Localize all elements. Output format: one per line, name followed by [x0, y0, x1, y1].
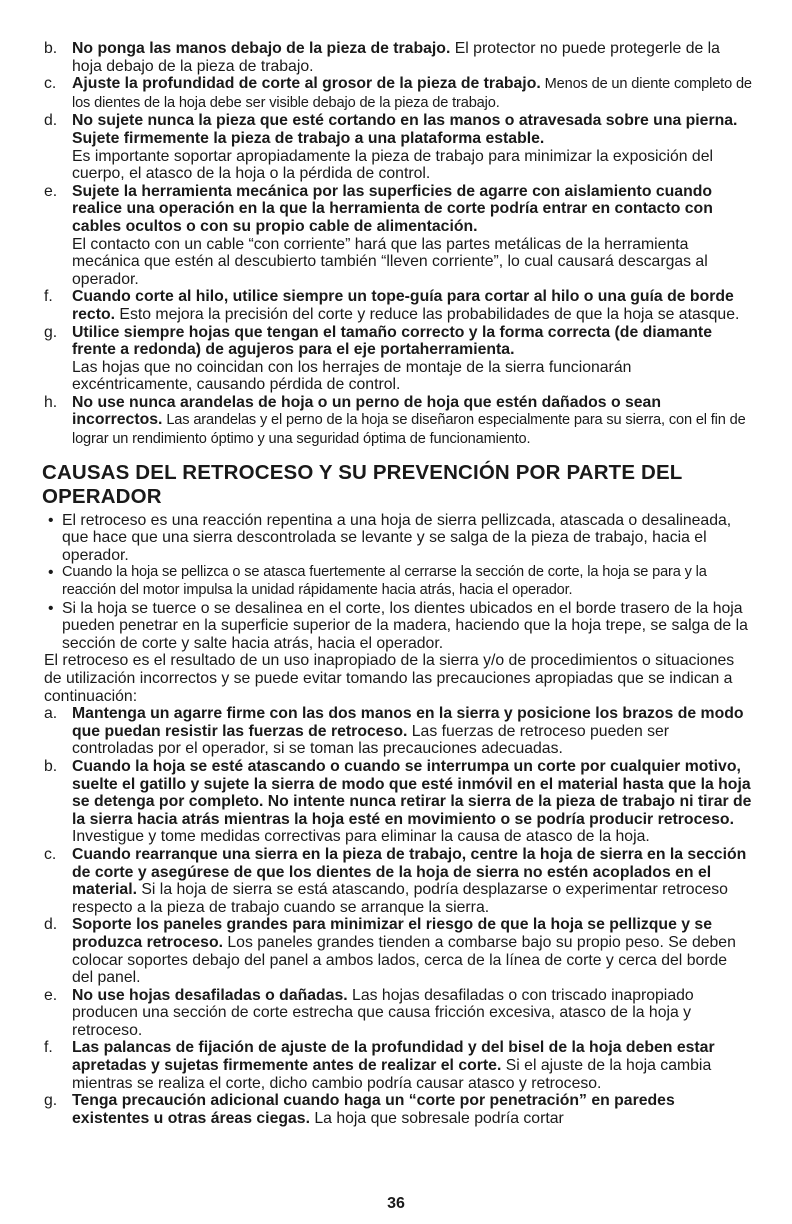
item-body: Las fuerzas de retroceso pueden ser controladas por el operador, si se toman las precauciones adecuadas. — [72, 722, 670, 758]
bullet-text: Si la hoja se tuerce o se desalinea en el corte, los dientes ubicados en el borde trasero de la hoja pueden penetrar en la superficie superior de la madera, haciendo que la hoja trepe, se salga de la sección de corte y salte hacia atrás, hacia el operador. — [62, 599, 748, 652]
list-marker: e. — [44, 182, 58, 200]
page-number: 36 — [387, 1195, 405, 1212]
list-marker: e. — [44, 986, 58, 1004]
bullet-dot-icon: • — [48, 599, 54, 617]
list-item — [44, 705, 752, 758]
item-lead: Soporte los paneles grandes para minimizar el riesgo de que la hoja se pellizque y se produzca retroceso. — [72, 916, 712, 951]
item-body: Menos de un diente completo de los dientes de la hoja debe ser visible debajo de la pieza de trabajo. — [72, 76, 752, 111]
bullet-item — [44, 564, 752, 599]
item-lead: Utilice siempre hojas que tengan el tamaño correcto y la forma correcta (de diamante frente a redonda) de agujeros para el eje portaherramienta. — [72, 323, 712, 359]
item-body: Si la hoja de sierra se está atascando, podría desplazarse o experimentar retroceso respecto a la pieza de trabajo cuando se arranque la sierra. — [72, 881, 728, 916]
item-body: El protector no puede protegerle de la hoja debajo de la pieza de trabajo. — [72, 40, 720, 75]
list-item — [44, 1092, 752, 1127]
list-item — [44, 987, 752, 1040]
item-body: El contacto con un cable “con corriente” hará que las partes metálicas de la herramienta mecánica que estén al descubierto también “lleven corriente”, lo cual causará descargas al operador. — [72, 235, 708, 288]
item-body: La hoja que sobresale podría cortar — [309, 1109, 564, 1127]
item-body: Las arandelas y el perno de la hoja se diseñaron especialmente para su sierra, con el fin de lograr un rendimiento óptimo y una seguridad óptima de funcionamiento. — [72, 412, 746, 448]
item-lead: No use nunca arandelas de hoja o un perno de hoja que estén dañados o sean incorrectos. — [72, 393, 661, 429]
item-lead: Mantenga un agarre firme con las dos manos en la sierra y posicione los brazos de modo que puedan resistir las fuerzas de retroceso. — [72, 705, 744, 740]
list-item — [44, 846, 752, 916]
item-body: Los paneles grandes tienden a combarse bajo su propio peso. Se deben colocar soportes debajo del panel a ambos lados, cerca de la línea de corte y cerca del borde del panel. — [72, 933, 736, 987]
list-item — [44, 288, 752, 323]
list-marker: d. — [44, 916, 58, 934]
item-lead: No use hojas desafiladas o dañadas. — [72, 986, 348, 1004]
item-body: Es importante soportar apropiadamente la pieza de trabajo para minimizar la exposición del cuerpo, el atasco de la hoja o la pérdida de control. — [72, 147, 714, 183]
item-body: Si el ajuste de la hoja cambia mientras se realiza el corte, dicho cambio podría causar atasco y retroceso. — [72, 1057, 712, 1092]
list-item — [44, 1039, 752, 1092]
list-item — [44, 112, 752, 182]
list-marker: d. — [44, 112, 58, 130]
list-marker: h. — [44, 393, 58, 411]
list-item — [44, 758, 752, 846]
section-heading: CAUSAS DEL RETROCESO Y SU PREVENCIÓN POR PARTE DEL OPERADOR — [42, 460, 683, 508]
item-lead: Cuando corte al hilo, utilice siempre un tope-guía para cortar al hilo o una guía de borde recto. — [72, 288, 734, 323]
item-lead: Cuando la hoja se esté atascando o cuando se interrumpa un corte por cualquier motivo, suelte el gatillo y sujete la sierra de modo que esté inmóvil en el material hasta que la hoja se detenga por completo. No intente nunca retirar la sierra de la pieza de trabajo ni tirar de la sierra hacia atrás mientras la hoja esté en movimiento o se podría producir retroceso. — [72, 757, 752, 828]
intro-paragraph: El retroceso es el resultado de un uso inapropiado de la sierra y/o de procedimientos o situaciones de utilización incorrectos y se puede evitar tomando las precauciones apropiadas que se indican a continuación: — [44, 652, 735, 705]
item-lead: Cuando rearranque una sierra en la pieza de trabajo, centre la hoja de sierra en la sección de corte y asegúrese de que los dientes de la hoja de sierra no estén acoplados en el material. — [72, 845, 747, 899]
item-lead: Ajuste la profundidad de corte al grosor de la pieza de trabajo. — [72, 75, 541, 93]
list-marker: c. — [44, 845, 57, 863]
item-body: Las hojas desafiladas o con triscado inapropiado producen una sección de corte estrecha que causa fricción excesiva, atasco de la hoja y retroceso. — [72, 986, 694, 1039]
list-marker: b. — [44, 757, 58, 775]
list-marker: f. — [44, 288, 53, 306]
item-body: Investigue y tome medidas correctivas para eliminar la causa de atasco de la hoja. — [72, 828, 650, 846]
list-marker: f. — [44, 1039, 53, 1057]
item-lead: Las palancas de fijación de ajuste de la profundidad y del bisel de la hoja deben estar apretadas y sujetas firmemente antes de realizar el corte. — [72, 1039, 715, 1075]
list-marker: g. — [44, 1092, 58, 1110]
list-item — [44, 394, 752, 449]
item-body: Las hojas que no coincidan con los herrajes de montaje de la sierra funcionarán excéntricamente, causando pérdida de control. — [72, 358, 632, 394]
list-marker: c. — [44, 75, 57, 93]
bullet-dot-icon: • — [48, 564, 54, 582]
bullet-dot-icon: • — [48, 511, 54, 529]
item-lead: No sujete nunca la pieza que esté cortando en las manos o atravesada sobre una pierna. Sujete firmemente la pieza de trabajo a una plataforma estable. — [72, 112, 738, 147]
bullet-text: El retroceso es una reacción repentina a una hoja de sierra pellizcada, atascada o desalineada, que hace que una sierra descontrolada se levante y se salga de la pieza de trabajo, hacia el operador. — [62, 511, 732, 564]
list-item — [44, 75, 752, 112]
list-item — [44, 916, 752, 986]
bullet-text: Cuando la hoja se pellizca o se atasca fuertemente al cerrarse la sección de corte, la hoja se para y la reacción del motor impulsa la unidad rápidamente hacia atrás, hacia el operador. — [62, 564, 707, 599]
list-marker: a. — [44, 705, 58, 723]
list-item — [44, 324, 752, 394]
item-lead: Tenga precaución adicional cuando haga un “corte por penetración” en paredes existentes u otras áreas ciegas. — [72, 1092, 675, 1127]
list-marker: g. — [44, 323, 58, 341]
bullet-item — [44, 600, 752, 653]
list-item — [44, 40, 752, 75]
item-body: Esto mejora la precisión del corte y reduce las probabilidades de que la hoja se atasque. — [115, 305, 740, 323]
bullet-item — [44, 512, 752, 565]
item-lead: Sujete la herramienta mecánica por las superficies de agarre con aislamiento cuando realice una operación en la que la herramienta de corte podría entrar en contacto con cables ocultos o con su propio cable de alimentación. — [72, 182, 713, 235]
list-marker: b. — [44, 40, 58, 57]
manual-page — [44, 40, 752, 1127]
list-item — [44, 183, 752, 289]
item-lead: No ponga las manos debajo de la pieza de trabajo. — [72, 40, 451, 57]
